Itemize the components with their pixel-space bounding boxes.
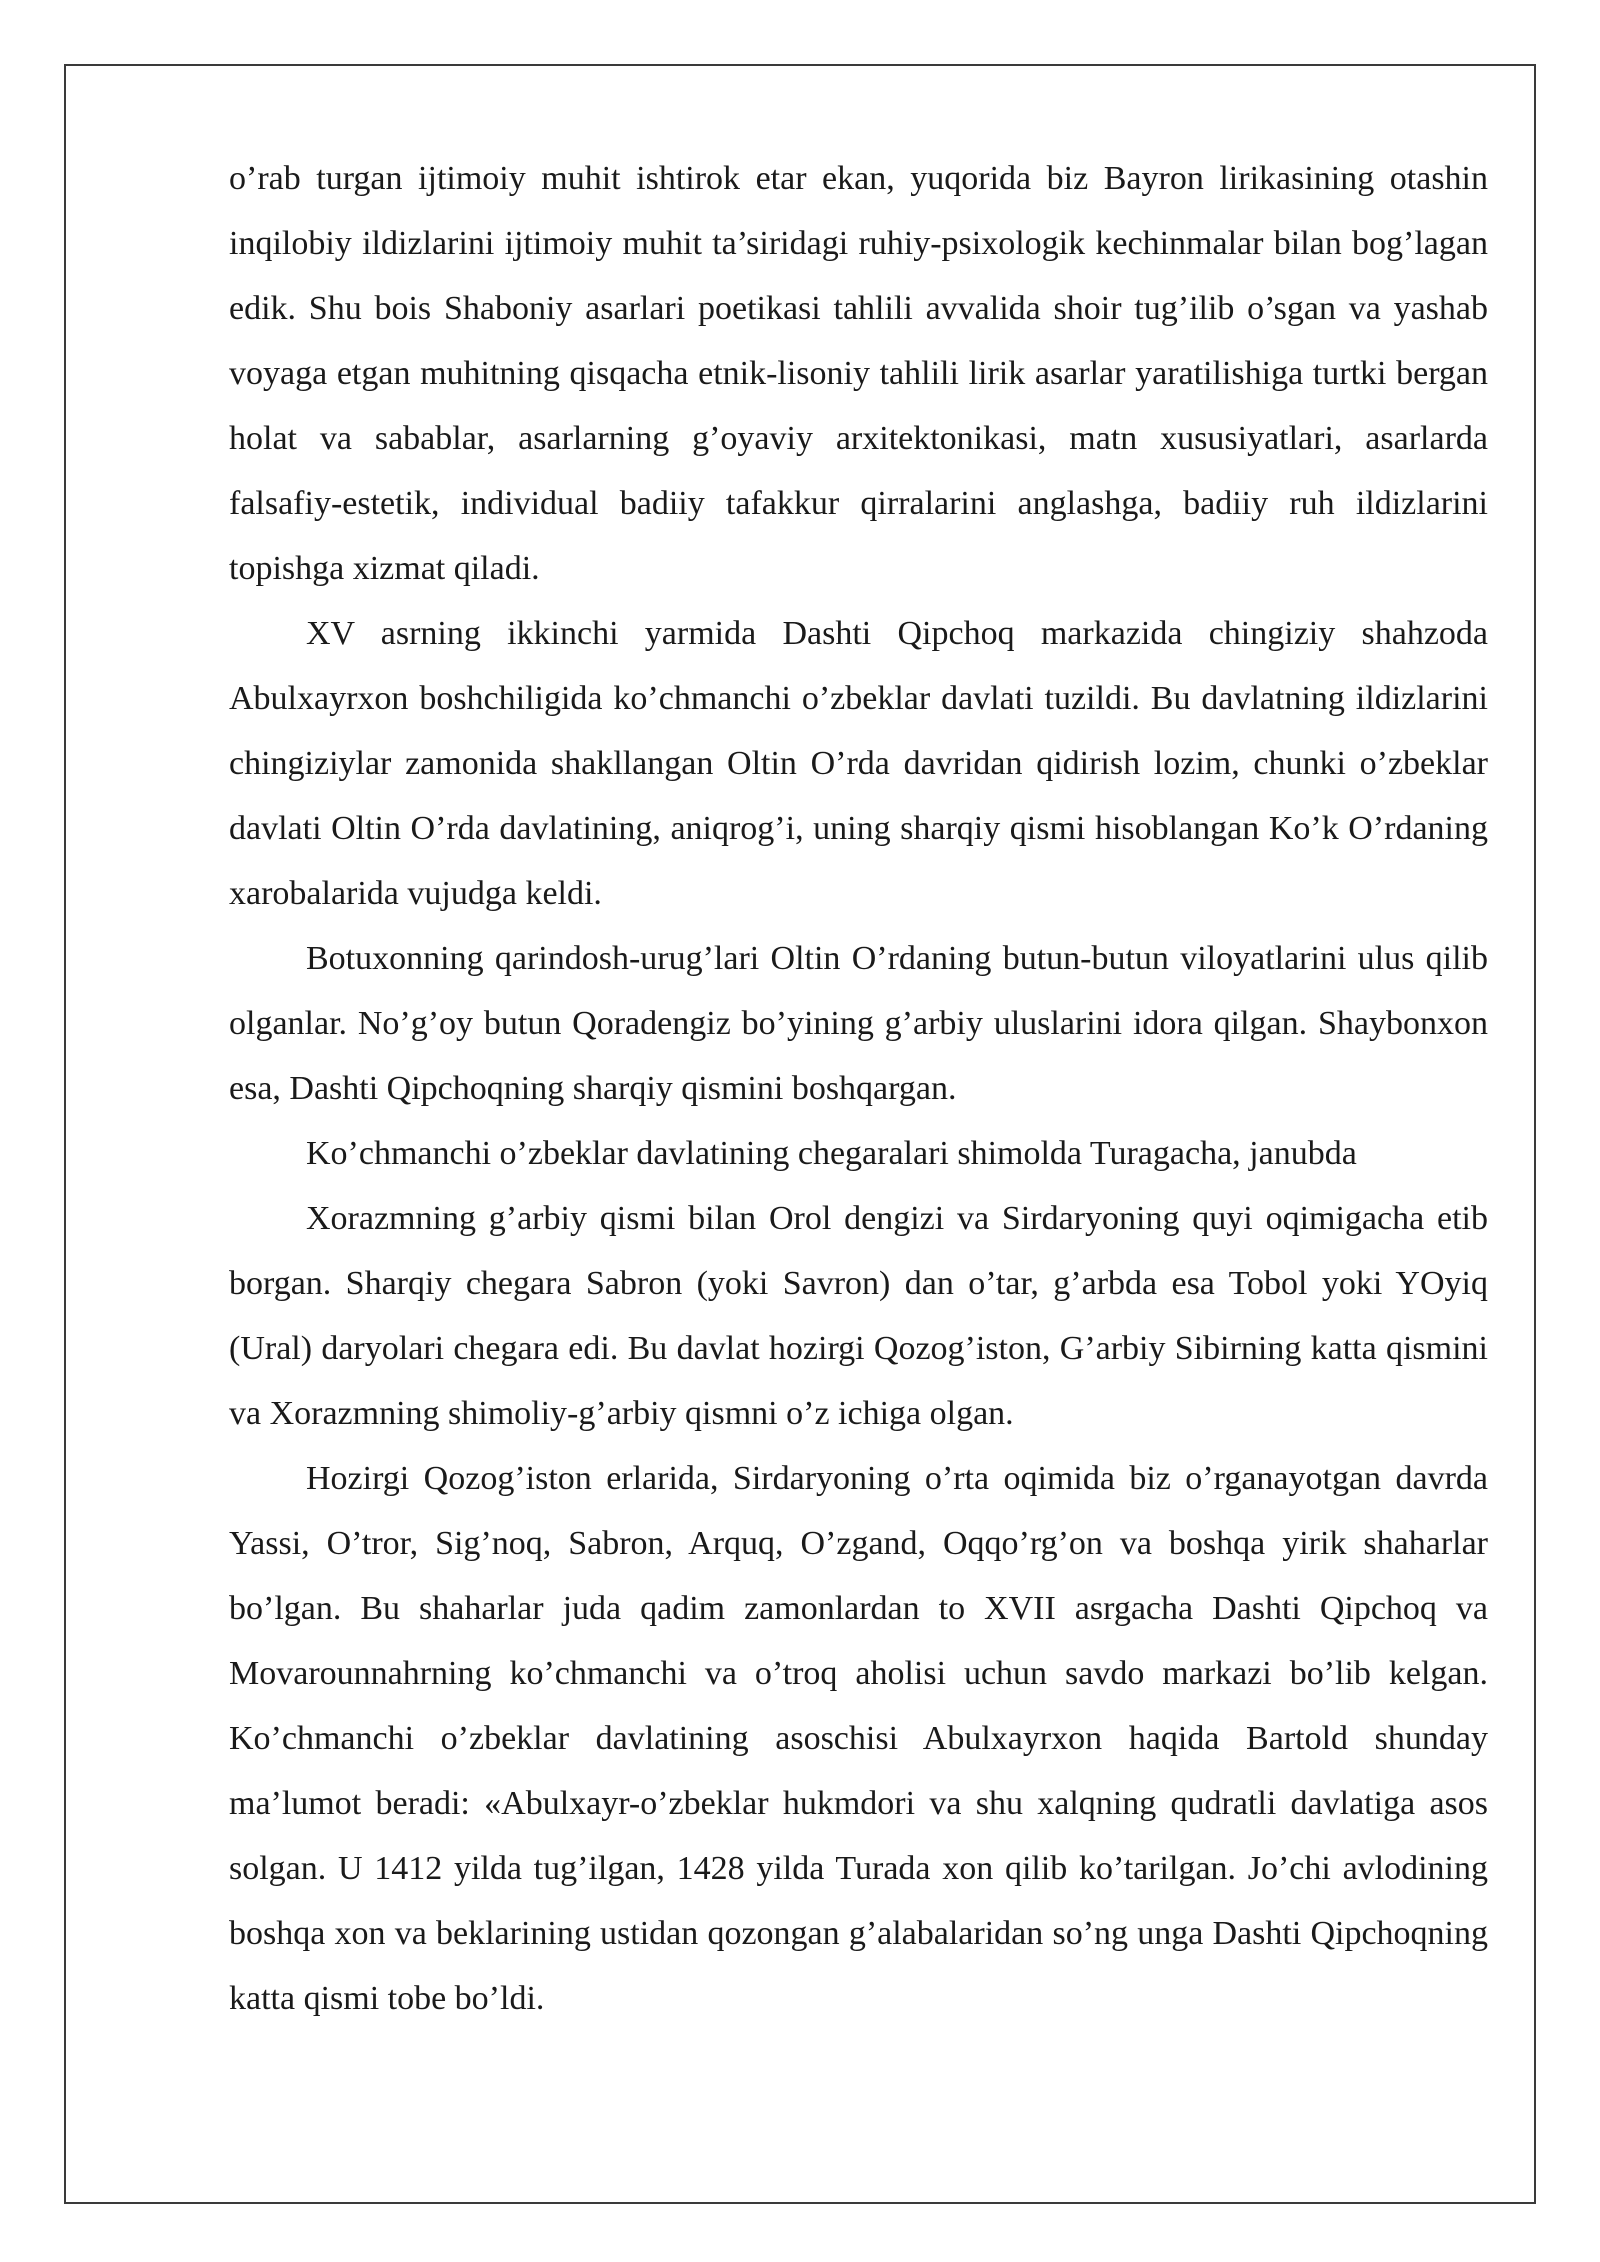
paragraph-5: Xorazmning g’arbiy qismi bilan Orol dengizi va Sirdaryoning quyi oqimigacha etib borgan. Sharqiy chegara Sabron (yoki Savron) dan o’tar, g’arbda esa Tobol yoki YOyiq (Ural) daryolari chegara edi. Bu davlat hozirgi Qozog’iston, G’arbiy Sibirning katta qismini va Xorazmning shimoliy-g’arbiy qismni o’z ichiga olgan. <box>229 1200 1488 1432</box>
paragraph-3: Botuxonning qarindosh-urug’lari Oltin O’rdaning butun-butun viloyatlarini ulus qilib olganlar. No’g’oy butun Qoradengiz bo’yining g’arbiy uluslarini idora qilgan. Shaybonxon esa, Dashti Qipchoqning sharqiy qismini boshqargan. <box>229 940 1488 1107</box>
paragraph-1: o’rab turgan ijtimoiy muhit ishtirok etar ekan, yuqorida biz Bayron lirikasining otashin inqilobiy ildizlarini ijtimoiy muhit ta’siridagi ruhiy-psixologik kechinmalar bilan bog’lagan edik. Shu bois Shaboniy asarlari poetikasi tahlili avvalida shoir tug’ilib o’sgan va yashab voyaga etgan muhitning qisqacha etnik-lisoniy tahlili lirik asarlar yaratilishiga turtki bergan holat va sabablar, asarlarning g’oyaviy arxitektonikasi, matn xususiyatlari, asarlarda falsafiy-estetik, individual badiiy tafakkur qirralarini anglashga, badiiy ruh ildizlarini topishga xizmat qiladi. <box>229 160 1488 587</box>
paragraph-2: XV asrning ikkinchi yarmida Dashti Qipchoq markazida chingiziy shahzoda Abulxayrxon boshchiligida ko’chmanchi o’zbeklar davlati tuzildi. Bu davlatning ildizlarini chingiziylar zamonida shakllangan Oltin O’rda davridan qidirish lozim, chunki o’zbeklar davlati Oltin O’rda davlatining, aniqrog’i, uning sharqiy qismi hisoblangan Ko’k O’rdaning xarobalarida vujudga keldi. <box>229 615 1488 912</box>
paragraph-4: Ko’chmanchi o’zbeklar davlatining chegaralari shimolda Turagacha, janubda <box>306 1135 1357 1172</box>
paragraph-6: Hozirgi Qozog’iston erlarida, Sirdaryoning o’rta oqimida biz o’rganayotgan davrda Yassi, O’tror, Sig’noq, Sabron, Arquq, O’zgand, Oqqo’rg’on va boshqa yirik shaharlar bo’lgan. Bu shaharlar juda qadim zamonlardan to XVII asrgacha Dashti Qipchoq va Movarounnahrning ko’chmanchi va o’troq aholisi uchun savdo markazi bo’lib kelgan. Ko’chmanchi o’zbeklar davlatining asoschisi Abulxayrxon haqida Bartold shunday ma’lumot beradi: «Abulxayr-o’zbeklar hukmdori va shu xalqning qudratli davlatiga asos solgan. U 1412 yilda tug’ilgan, 1428 yilda Turada xon qilib ko’tarilgan. Jo’chi avlodining boshqa xon va beklarining ustidan qozongan g’alabalaridan so’ng unga Dashti Qipchoqning katta qismi tobe bo’ldi. <box>229 1460 1488 2017</box>
document-body <box>229 146 1488 2031</box>
